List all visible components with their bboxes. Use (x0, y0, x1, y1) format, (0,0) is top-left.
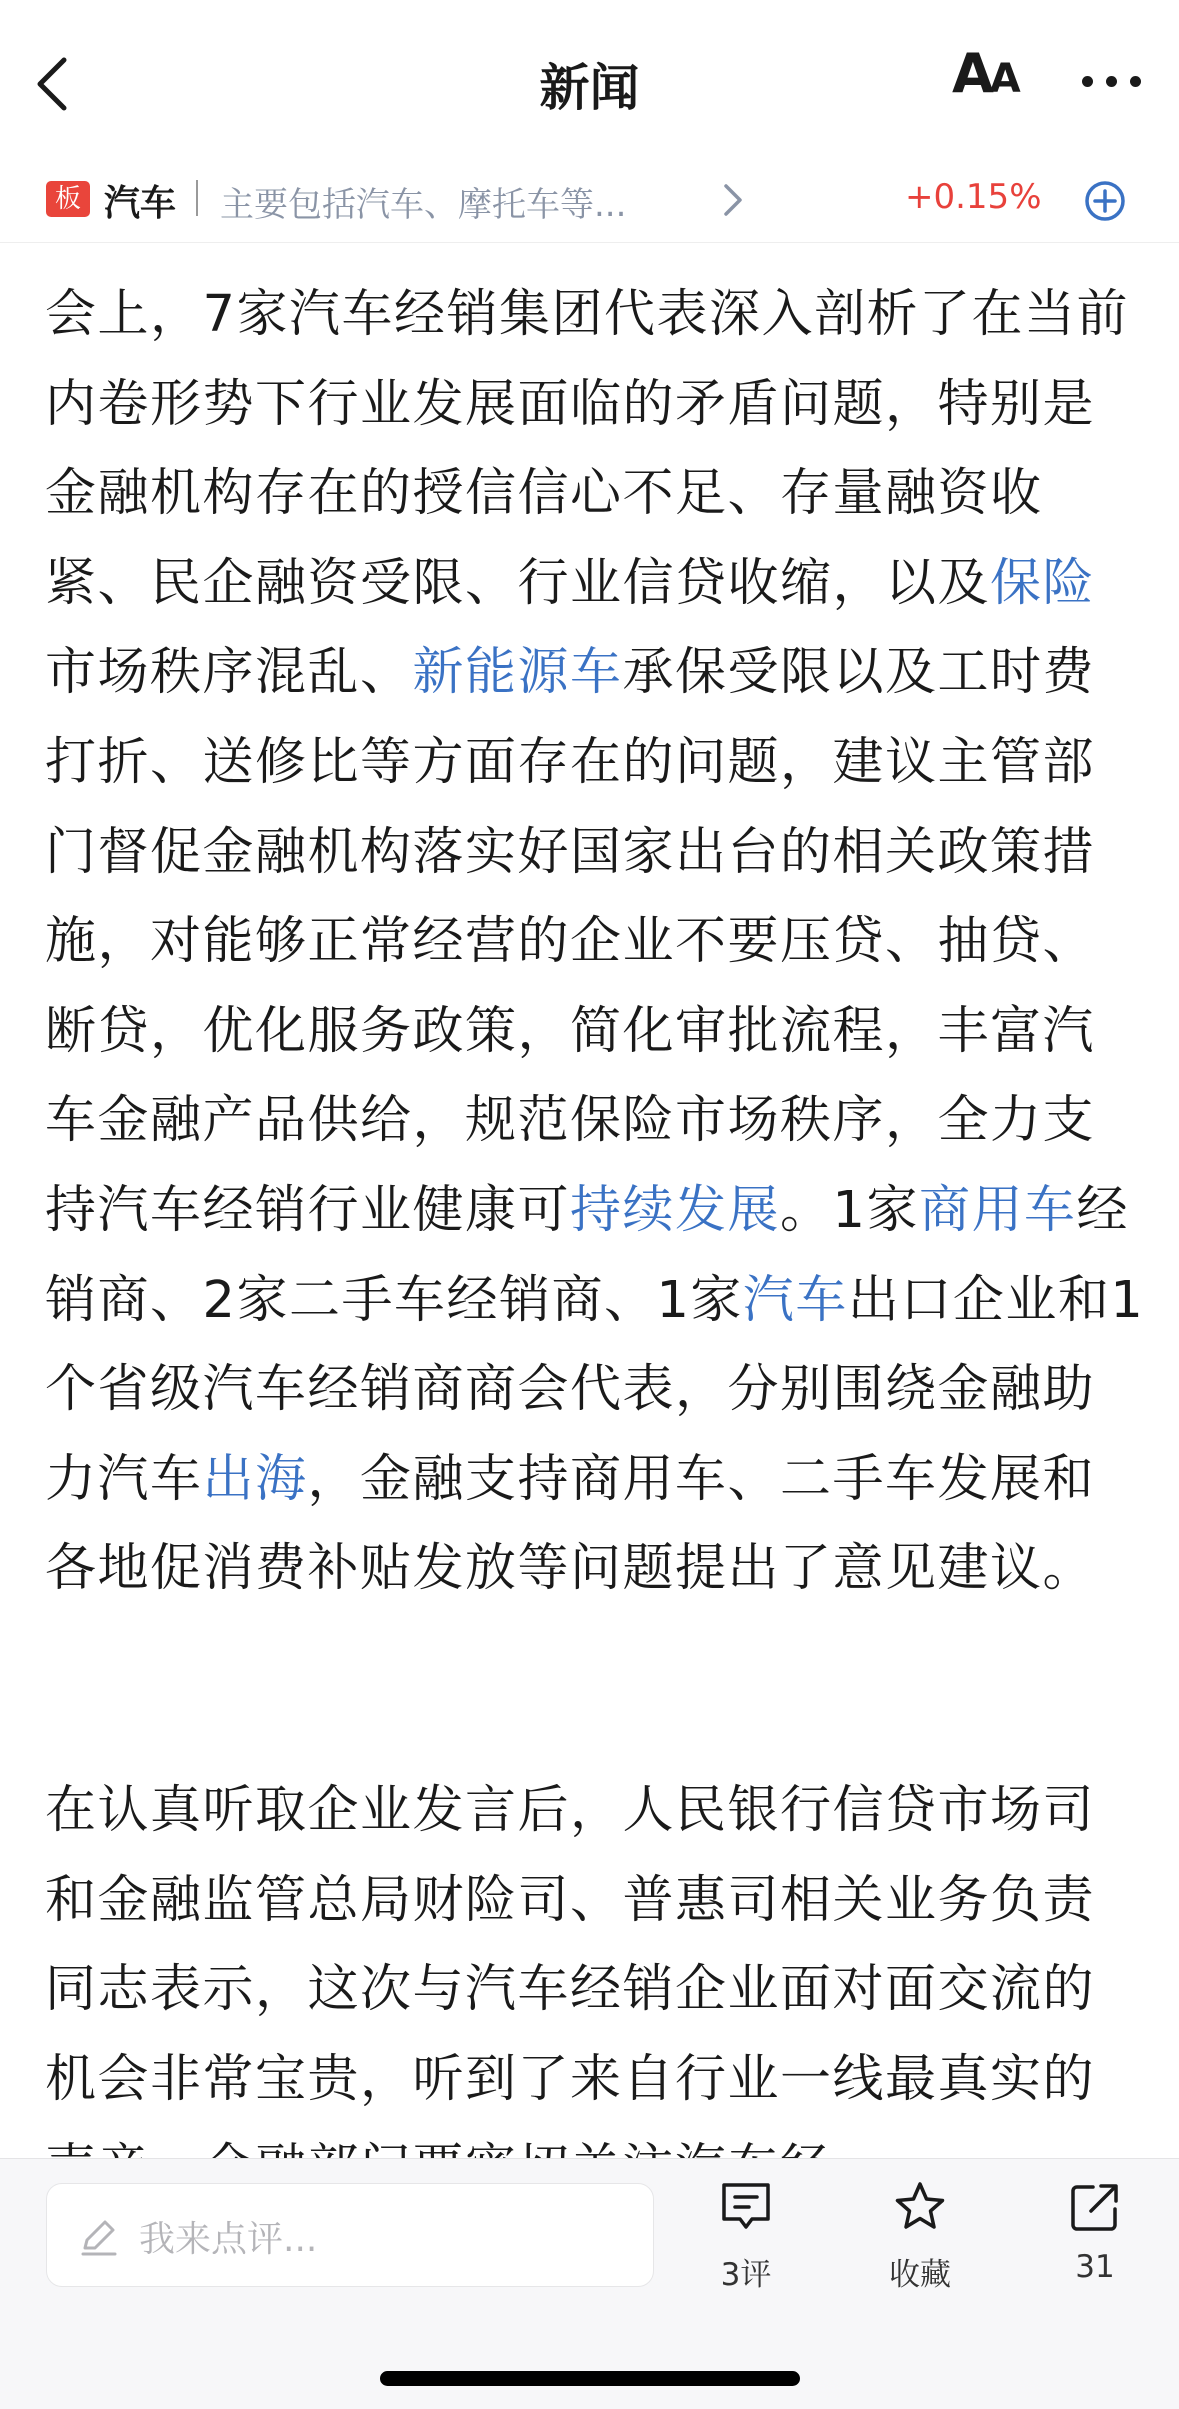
topic-change-percent: +0.15% (905, 177, 1042, 217)
star-icon (892, 2179, 948, 2235)
chevron-right-icon[interactable] (718, 182, 748, 218)
topic-description[interactable]: 主要包括汽车、摩托车等... (220, 185, 627, 225)
keyword-link-insurance[interactable]: 保险 (990, 553, 1096, 613)
favorite-label: 收藏 (889, 2257, 951, 2293)
article-body (0, 242, 1179, 2158)
font-size-icon-big: A (952, 42, 990, 105)
more-button[interactable] (1078, 50, 1146, 110)
text-segment: 市场秩序混乱、 (45, 643, 413, 703)
home-indicator[interactable] (380, 2371, 800, 2386)
font-size-button[interactable] (952, 44, 1022, 104)
plus-circle-icon (1084, 180, 1126, 222)
favorite-button[interactable] (860, 2179, 980, 2309)
topic-divider (196, 180, 198, 216)
more-dot-icon (1130, 76, 1141, 87)
text-segment: 会上，7家汽车经销集团代表深入剖析了在当前内卷形势下行业发展面临的矛盾问题，特别是金融机构存在的授信信心不足、存量融资收紧、民企融资受限、行业信贷收缩，以及 (45, 285, 1129, 613)
page-title: 新闻 (539, 59, 640, 117)
topic-bar[interactable] (0, 160, 1179, 243)
more-dot-icon (1082, 76, 1093, 87)
text-segment: 出口企业和1个省级汽车经销商商会代表，分别围绕金融助力汽车 (45, 1270, 1145, 1509)
comments-button[interactable] (686, 2179, 806, 2309)
text-segment: 承保受限以及工时费打折、送修比等方面存在的问题，建议主管部门督促金融机构落实好国家出台的相关政策措施，对能够正常经营的企业不要压贷、抽贷、断贷，优化服务政策，简化审批流程，丰富汽车金融产品供给，规范保险市场秩序，全力支持汽车经销行业健康可 (45, 643, 1096, 1240)
keyword-link-sustainable-development[interactable]: 持续发展 (570, 1180, 781, 1240)
keyword-link-commercial-vehicle[interactable]: 商用车 (918, 1180, 1077, 1240)
nav-header (0, 0, 1179, 160)
keyword-link-auto[interactable]: 汽车 (742, 1270, 848, 1330)
comment-input[interactable] (46, 2183, 654, 2287)
comments-count: 3评 (720, 2257, 772, 2293)
font-size-icon-small: A (989, 56, 1017, 102)
comment-icon (718, 2179, 774, 2235)
share-icon (1067, 2179, 1123, 2235)
keyword-link-going-overseas[interactable]: 出海 (202, 1449, 308, 1509)
article-paragraph: 在认真听取企业发言后，人民银行信贷市场司和金融监管总局财险司、普惠司相关业务负责同志表示，这次与汽车经销企业面对面交流的机会非常宝贵，听到了来自行业一线最真实的 (45, 1781, 1096, 2109)
more-dot-icon (1106, 76, 1117, 87)
topic-name[interactable]: 汽车 (104, 183, 177, 224)
pen-icon (77, 2214, 121, 2258)
keyword-link-new-energy-vehicle[interactable]: 新能源车 (412, 643, 623, 703)
text-segment: ，金融支持商用车、二手车发展和各地促消费补贴发放等问题提出了意见建议。 (45, 1449, 1096, 1599)
board-badge: 板 (46, 181, 90, 217)
add-follow-button[interactable] (1084, 180, 1126, 222)
share-button[interactable] (1035, 2179, 1155, 2309)
text-segment: 经销商、2家二手车经销商、1家 (45, 1180, 1130, 1330)
share-count: 31 (1075, 2249, 1115, 2285)
text-segment: 。1家 (780, 1180, 919, 1240)
article-paragraph (45, 270, 1145, 1614)
comment-placeholder: 我来点评... (139, 2219, 318, 2260)
